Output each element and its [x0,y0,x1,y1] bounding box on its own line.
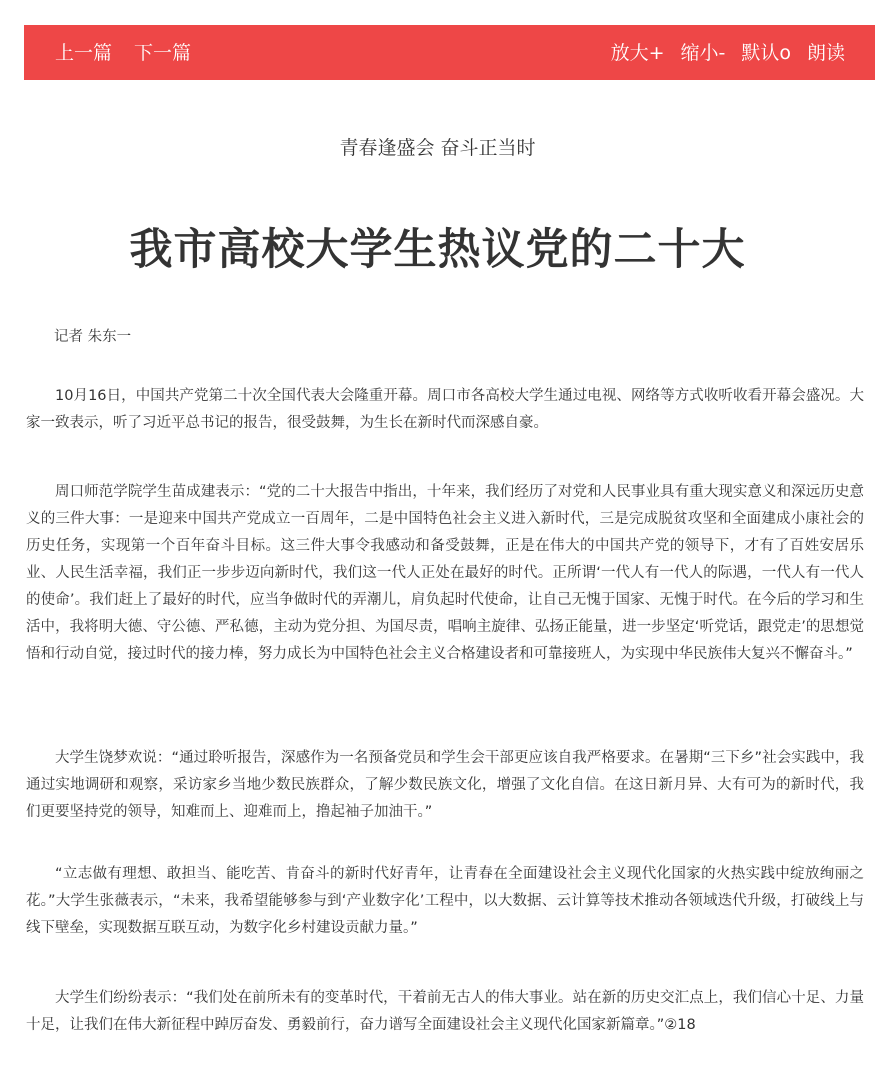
article-subtitle: 青春逢盛会 奋斗正当时 [339,137,536,159]
read-aloud-button[interactable]: 朗读 [806,41,845,64]
article-nav [55,41,191,65]
article-paragraph: 大学生饶梦欢说：“通过聆听报告，深感作为一名预备党员和学生会干部更应该自我严格要求。在暑期“三下乡”社会实践中，我通过实地调研和观察，采访家乡当地少数民族群众，了解少数民族文化，增强了文化自信。在这日新月异、大有可为的新时代，我们更要坚持党的领导，知难而上、迎难而上，撸起袖子加油干。” [26,750,864,820]
zoom-out-button[interactable]: 缩小- [680,41,726,64]
next-article-button[interactable]: 下一篇 [134,41,192,64]
article-paragraph: 10月16日，中国共产党第二十次全国代表大会隆重开幕。周口市各高校大学生通过电视、网络等方式收听收看开幕会盛况。大家一致表示，听了习近平总书记的报告，很受鼓舞，为生长在新时代而深感自豪。 [26,388,864,431]
article-paragraph: 大学生们纷纷表示：“我们处在前所未有的变革时代，干着前无古人的伟大事业。站在新的历史交汇点上，我们信心十足、力量十足，让我们在伟大新征程中踔厉奋发、勇毅前行，奋力谱写全面建设社会主义现代化国家新篇章。”②18 [26,990,864,1033]
article-byline: 记者 朱东一 [54,329,132,345]
reading-tools [611,41,845,65]
reader-toolbar [24,25,875,80]
article-title: 我市高校大学生热议党的二十大 [129,225,746,275]
zoom-in-button[interactable]: 放大+ [610,41,665,64]
article-paragraph: 周口师范学院学生苗成建表示：“党的二十大报告中指出，十年来，我们经历了对党和人民事业具有重大现实意义和深远历史意义的三件大事：一是迎来中国共产党成立一百周年，二是中国特色社会主义进入新时代，三是完成脱贫攻坚和全面建成小康社会的历史任务，实现第一个百年奋斗目标。这三件大事令我感动和备受鼓舞，正是在伟大的中国共产党的领导下，才有了百姓安居乐业、人民生活幸福，我们正一步步迈向新时代，我们这一代人正处在最好的时代。正所谓‘一代人有一代人的际遇，一代人有一代人的使命’。我们赶上了最好的时代，应当争做时代的弄潮儿，肩负起时代使命，让自己无愧于国家、无愧于时代。在今后的学习和生活中，我将明大德、守公德、严私德，主动为党分担、为国尽责，唱响主旋律、弘扬正能量，进一步坚定‘听党话，跟党走’的思想觉悟和行动自觉，接过时代的接力棒，努力成长为中国特色社会主义合格建设者和可靠接班人，为实现中华民族伟大复兴不懈奋斗。” [26,484,864,662]
article-paragraph: “立志做有理想、敢担当、能吃苦、肯奋斗的新时代好青年，让青春在全面建设社会主义现代化国家的火热实践中绽放绚丽之花。”大学生张薇表示，“未来，我希望能够参与到‘产业数字化’工程中，以大数据、云计算等技术推动各领域迭代升级，打破线上与线下壁垒，实现数据互联互动，为数字化乡村建设贡献力量。” [26,866,864,936]
default-size-button[interactable]: 默认o [741,41,791,64]
prev-article-button[interactable]: 上一篇 [55,41,113,64]
